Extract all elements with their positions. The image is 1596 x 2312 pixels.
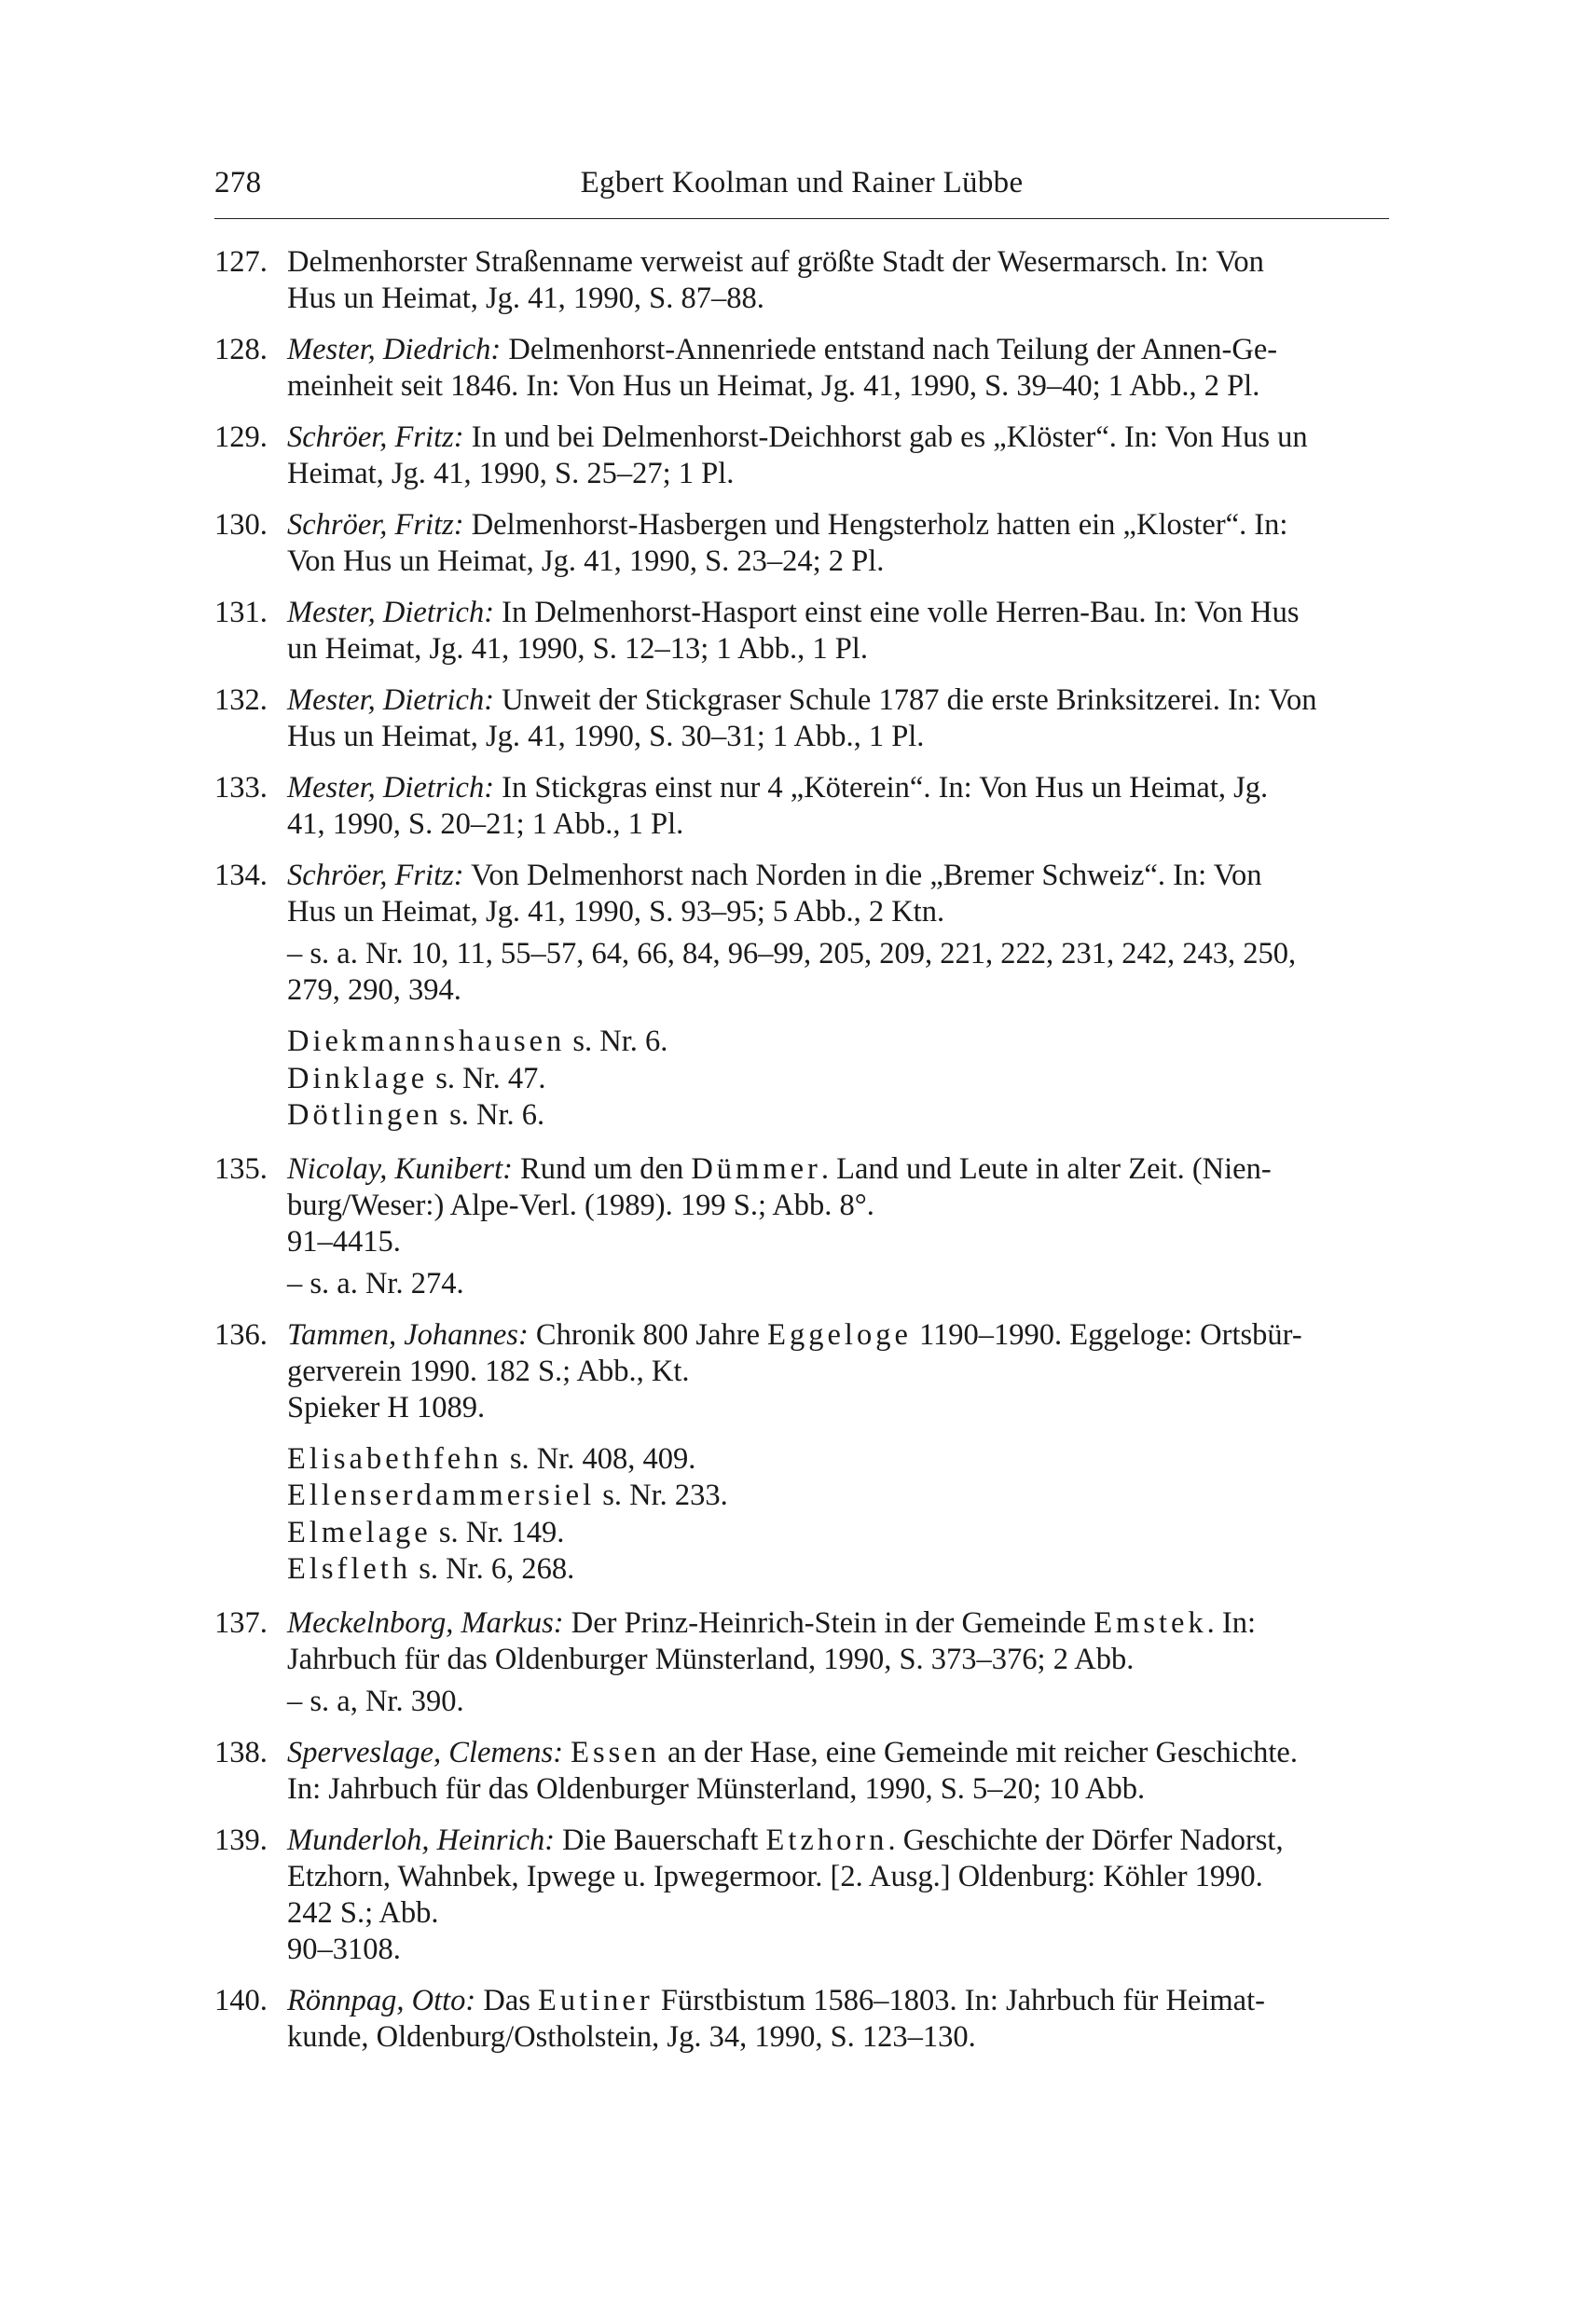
entry-line	[287, 2019, 1395, 2056]
entry-line	[287, 894, 1395, 930]
bib-entry	[214, 595, 1395, 667]
author-name: Rönnpag, Otto:	[287, 1983, 476, 2017]
entry-line	[287, 1266, 1395, 1302]
author-name: Mester, Dietrich:	[287, 683, 495, 717]
text-run: In: Jahrbuch für das Oldenburger Münsterland, 1990, S. 5–20; 10 Abb.	[287, 1771, 1146, 1806]
entry-line	[287, 1932, 1395, 1968]
place-crossref	[287, 1551, 1395, 1589]
text-run: Die Bauerschaft	[555, 1823, 766, 1857]
bib-entry	[214, 1823, 1395, 1968]
entry-line	[287, 1151, 1395, 1188]
see-also	[287, 936, 1395, 1009]
place-crossref	[287, 1097, 1395, 1135]
text-run: In und bei Delmenhorst-Deichhorst gab es „Klöster“. In: Von Hus un	[463, 420, 1308, 454]
entry-line	[287, 544, 1395, 580]
xref-place: Diekmannshausen	[287, 1025, 566, 1058]
text-run: 41, 1990, S. 20–21; 1 Abb., 1 Pl.	[287, 807, 684, 841]
entry-line	[287, 1390, 1395, 1426]
entry-line	[287, 1859, 1395, 1895]
text-run: Hus un Heimat, Jg. 41, 1990, S. 30–31; 1 Abb., 1 Pl.	[287, 720, 925, 753]
text-run: In Delmenhorst-Hasport einst eine volle Herren-Bau. In: Von Hus	[494, 596, 1300, 629]
entry-line	[287, 719, 1395, 755]
text-run: Der Prinz-Heinrich-Stein in der Gemeinde	[563, 1605, 1094, 1640]
author-name: Nicolay, Kunibert:	[287, 1151, 513, 1186]
entry-number: 133.	[214, 771, 268, 805]
entry-line	[287, 1642, 1395, 1678]
header-rule	[214, 218, 1389, 219]
bib-entry	[214, 507, 1395, 580]
author-name: Mester, Dietrich:	[287, 771, 495, 805]
entry-line	[287, 770, 1395, 806]
text-run: Chronik 800 Jahre	[528, 1317, 768, 1352]
entry-number: 131.	[214, 596, 268, 629]
text-run: 242 S.; Abb.	[287, 1895, 439, 1930]
page-number: 278	[214, 166, 262, 200]
text-run: gerverein 1990. 182 S.; Abb., Kt.	[287, 1354, 690, 1388]
text-run: Heimat, Jg. 41, 1990, S. 25–27; 1 Pl.	[287, 457, 735, 490]
text-run: Fürstbistum 1586–1803. In: Jahrbuch für Heimat-	[653, 1983, 1265, 2017]
xref-place: Dinklage	[287, 1061, 429, 1095]
bib-entry	[214, 1151, 1395, 1302]
text-run: – s. a. Nr. 10, 11, 55–57, 64, 66, 84, 96–99, 205, 209, 221, 222, 231, 242, 243, 250,	[287, 937, 1297, 970]
text-run: Delmenhorst-Hasbergen und Hengsterholz hatten ein „Kloster“. In:	[463, 508, 1288, 542]
text-run: Etzhorn, Wahnbek, Ipwege u. Ipwegermoor. [2. Ausg.] Oldenburg: Köhler 1990.	[287, 1859, 1263, 1893]
xref-target: s. Nr. 6, 268.	[419, 1552, 575, 1586]
author-name: Schröer, Fritz:	[287, 508, 464, 542]
entry-line	[287, 332, 1395, 368]
author-name: Mester, Diedrich:	[287, 333, 502, 366]
entry-line	[287, 806, 1395, 843]
text-run: Das	[475, 1983, 539, 2017]
entry-line	[287, 595, 1395, 631]
entry-line	[287, 281, 1395, 317]
place-name: Etzhorn	[765, 1823, 888, 1857]
entry-line	[287, 682, 1395, 719]
text-run: – s. a. Nr. 274.	[287, 1266, 464, 1300]
see-also	[287, 1684, 1395, 1720]
text-run: 91–4415.	[287, 1224, 401, 1259]
entry-line	[287, 1684, 1395, 1720]
xref-place: Elmelage	[287, 1515, 432, 1549]
text-run: 90–3108.	[287, 1932, 401, 1966]
xref-target: s. Nr. 233.	[602, 1479, 728, 1512]
text-run: Delmenhorster Straßenname verweist auf größte Stadt der Wesermarsch. In: Von	[287, 245, 1264, 279]
text-run: . Land und Leute in alter Zeit. (Nien-	[820, 1151, 1272, 1186]
xref-target: s. Nr. 149.	[438, 1515, 565, 1549]
entry-line	[287, 1224, 1395, 1260]
bib-entry	[214, 1605, 1395, 1720]
text-run: 1190–1990. Eggeloge: Ortsbür-	[911, 1317, 1302, 1352]
bib-entry	[214, 858, 1395, 1009]
entry-number: 134.	[214, 859, 268, 892]
entry-number: 132.	[214, 683, 268, 717]
entry-line	[287, 1771, 1395, 1808]
text-run: burg/Weser:) Alpe-Verl. (1989). 199 S.; Abb. 8°.	[287, 1188, 874, 1222]
text-run: . Geschichte der Dörfer Nadorst,	[887, 1823, 1284, 1857]
author-name: Schröer, Fritz:	[287, 859, 464, 892]
place-crossref	[287, 1024, 1395, 1061]
place-crossref	[287, 1441, 1395, 1479]
text-run: kunde, Oldenburg/Ostholstein, Jg. 34, 1990, S. 123–130.	[287, 2019, 976, 2054]
xref-place: Dötlingen	[287, 1098, 442, 1132]
entry-line	[287, 1605, 1395, 1642]
entry-line	[287, 1317, 1395, 1354]
place-crossrefs-1	[287, 1024, 1395, 1135]
entry-line	[287, 1983, 1395, 2019]
entry-line	[287, 507, 1395, 544]
author-name: Meckelnborg, Markus:	[287, 1605, 564, 1640]
bibliography-list	[214, 244, 1395, 2071]
entry-number: 140.	[214, 1983, 268, 2017]
xref-place: Ellenserdammersiel	[287, 1479, 596, 1512]
bib-entry	[214, 244, 1395, 317]
place-name: Eggeloge	[767, 1317, 912, 1352]
place-name: Dümmer	[691, 1151, 821, 1186]
text-run: Hus un Heimat, Jg. 41, 1990, S. 93–95; 5 Abb., 2 Ktn.	[287, 895, 945, 929]
entry-number: 138.	[214, 1735, 268, 1769]
text-run: un Heimat, Jg. 41, 1990, S. 12–13; 1 Abb., 1 Pl.	[287, 632, 868, 666]
xref-target: s. Nr. 6.	[572, 1025, 668, 1058]
xref-target: s. Nr. 47.	[435, 1061, 546, 1095]
place-crossref	[287, 1515, 1395, 1552]
text-run: Delmenhorst-Annenriede entstand nach Teilung der Annen-Ge-	[501, 333, 1278, 366]
see-also	[287, 1266, 1395, 1302]
entry-line	[287, 972, 1395, 1009]
bib-entry	[214, 420, 1395, 492]
entry-line	[287, 368, 1395, 405]
entry-line	[287, 420, 1395, 456]
text-run: Unweit der Stickgraser Schule 1787 die erste Brinksitzerei. In: Von	[494, 683, 1317, 717]
text-run: – s. a, Nr. 390.	[287, 1684, 464, 1718]
running-title: Egbert Koolman und Rainer Lübbe	[580, 166, 1024, 200]
entry-line	[287, 1823, 1395, 1859]
entries-block-1	[214, 244, 1395, 1009]
entry-number: 127.	[214, 245, 268, 279]
text-run: In Stickgras einst nur 4 „Köterein“. In: Von Hus un Heimat, Jg.	[494, 771, 1269, 805]
entry-number: 137.	[214, 1605, 268, 1640]
text-run: an der Hase, eine Gemeinde mit reicher Geschichte.	[659, 1735, 1298, 1769]
entry-line	[287, 936, 1395, 972]
entry-number: 130.	[214, 508, 268, 542]
text-run: Von Hus un Heimat, Jg. 41, 1990, S. 23–24; 2 Pl.	[287, 544, 885, 578]
entry-line	[287, 858, 1395, 894]
entry-number: 136.	[214, 1317, 268, 1352]
bib-entry	[214, 1983, 1395, 2056]
bib-entry	[214, 682, 1395, 755]
page-header	[214, 166, 1389, 213]
author-name: Tammen, Johannes:	[287, 1317, 529, 1352]
entries-block-2	[214, 1151, 1395, 1426]
place-name: Essen	[571, 1735, 660, 1769]
bib-entry	[214, 770, 1395, 843]
place-crossrefs-2	[287, 1441, 1395, 1589]
entry-number: 128.	[214, 333, 268, 366]
entry-line	[287, 244, 1395, 281]
xref-target: s. Nr. 6.	[449, 1098, 545, 1132]
place-name: Eutiner	[538, 1983, 654, 2017]
entry-line	[287, 1895, 1395, 1932]
place-name: Emstek	[1094, 1605, 1207, 1640]
text-run: Von Delmenhorst nach Norden in die „Bremer Schweiz“. In: Von	[463, 859, 1262, 892]
bib-entry	[214, 1735, 1395, 1808]
entry-line	[287, 631, 1395, 667]
text-run: Jahrbuch für das Oldenburger Münsterland, 1990, S. 373–376; 2 Abb.	[287, 1642, 1135, 1676]
xref-target: s. Nr. 408, 409.	[509, 1441, 696, 1476]
place-crossref	[287, 1478, 1395, 1515]
author-name: Munderloh, Heinrich:	[287, 1823, 556, 1857]
text-run: Rund um den	[512, 1151, 692, 1186]
bib-entry	[214, 332, 1395, 405]
author-name: Sperveslage, Clemens:	[287, 1735, 564, 1769]
text-run: Spieker H 1089.	[287, 1390, 486, 1424]
entry-line	[287, 1735, 1395, 1771]
entry-line	[287, 456, 1395, 492]
place-crossref	[287, 1061, 1395, 1098]
xref-place: Elisabethfehn	[287, 1441, 502, 1476]
text-run: . In:	[1206, 1605, 1257, 1640]
entry-line	[287, 1354, 1395, 1390]
author-name: Schröer, Fritz:	[287, 420, 464, 454]
text-run	[563, 1736, 571, 1769]
text-run: 279, 290, 394.	[287, 973, 461, 1007]
entry-number: 139.	[214, 1823, 268, 1857]
entry-number: 135.	[214, 1151, 268, 1186]
text-run: meinheit seit 1846. In: Von Hus un Heimat, Jg. 41, 1990, S. 39–40; 1 Abb., 2 Pl.	[287, 369, 1260, 403]
entry-number: 129.	[214, 420, 268, 454]
text-run: Hus un Heimat, Jg. 41, 1990, S. 87–88.	[287, 282, 764, 315]
xref-place: Elsfleth	[287, 1552, 412, 1586]
entries-block-3	[214, 1605, 1395, 2056]
entry-line	[287, 1188, 1395, 1224]
bib-entry	[214, 1317, 1395, 1426]
author-name: Mester, Dietrich:	[287, 596, 495, 629]
